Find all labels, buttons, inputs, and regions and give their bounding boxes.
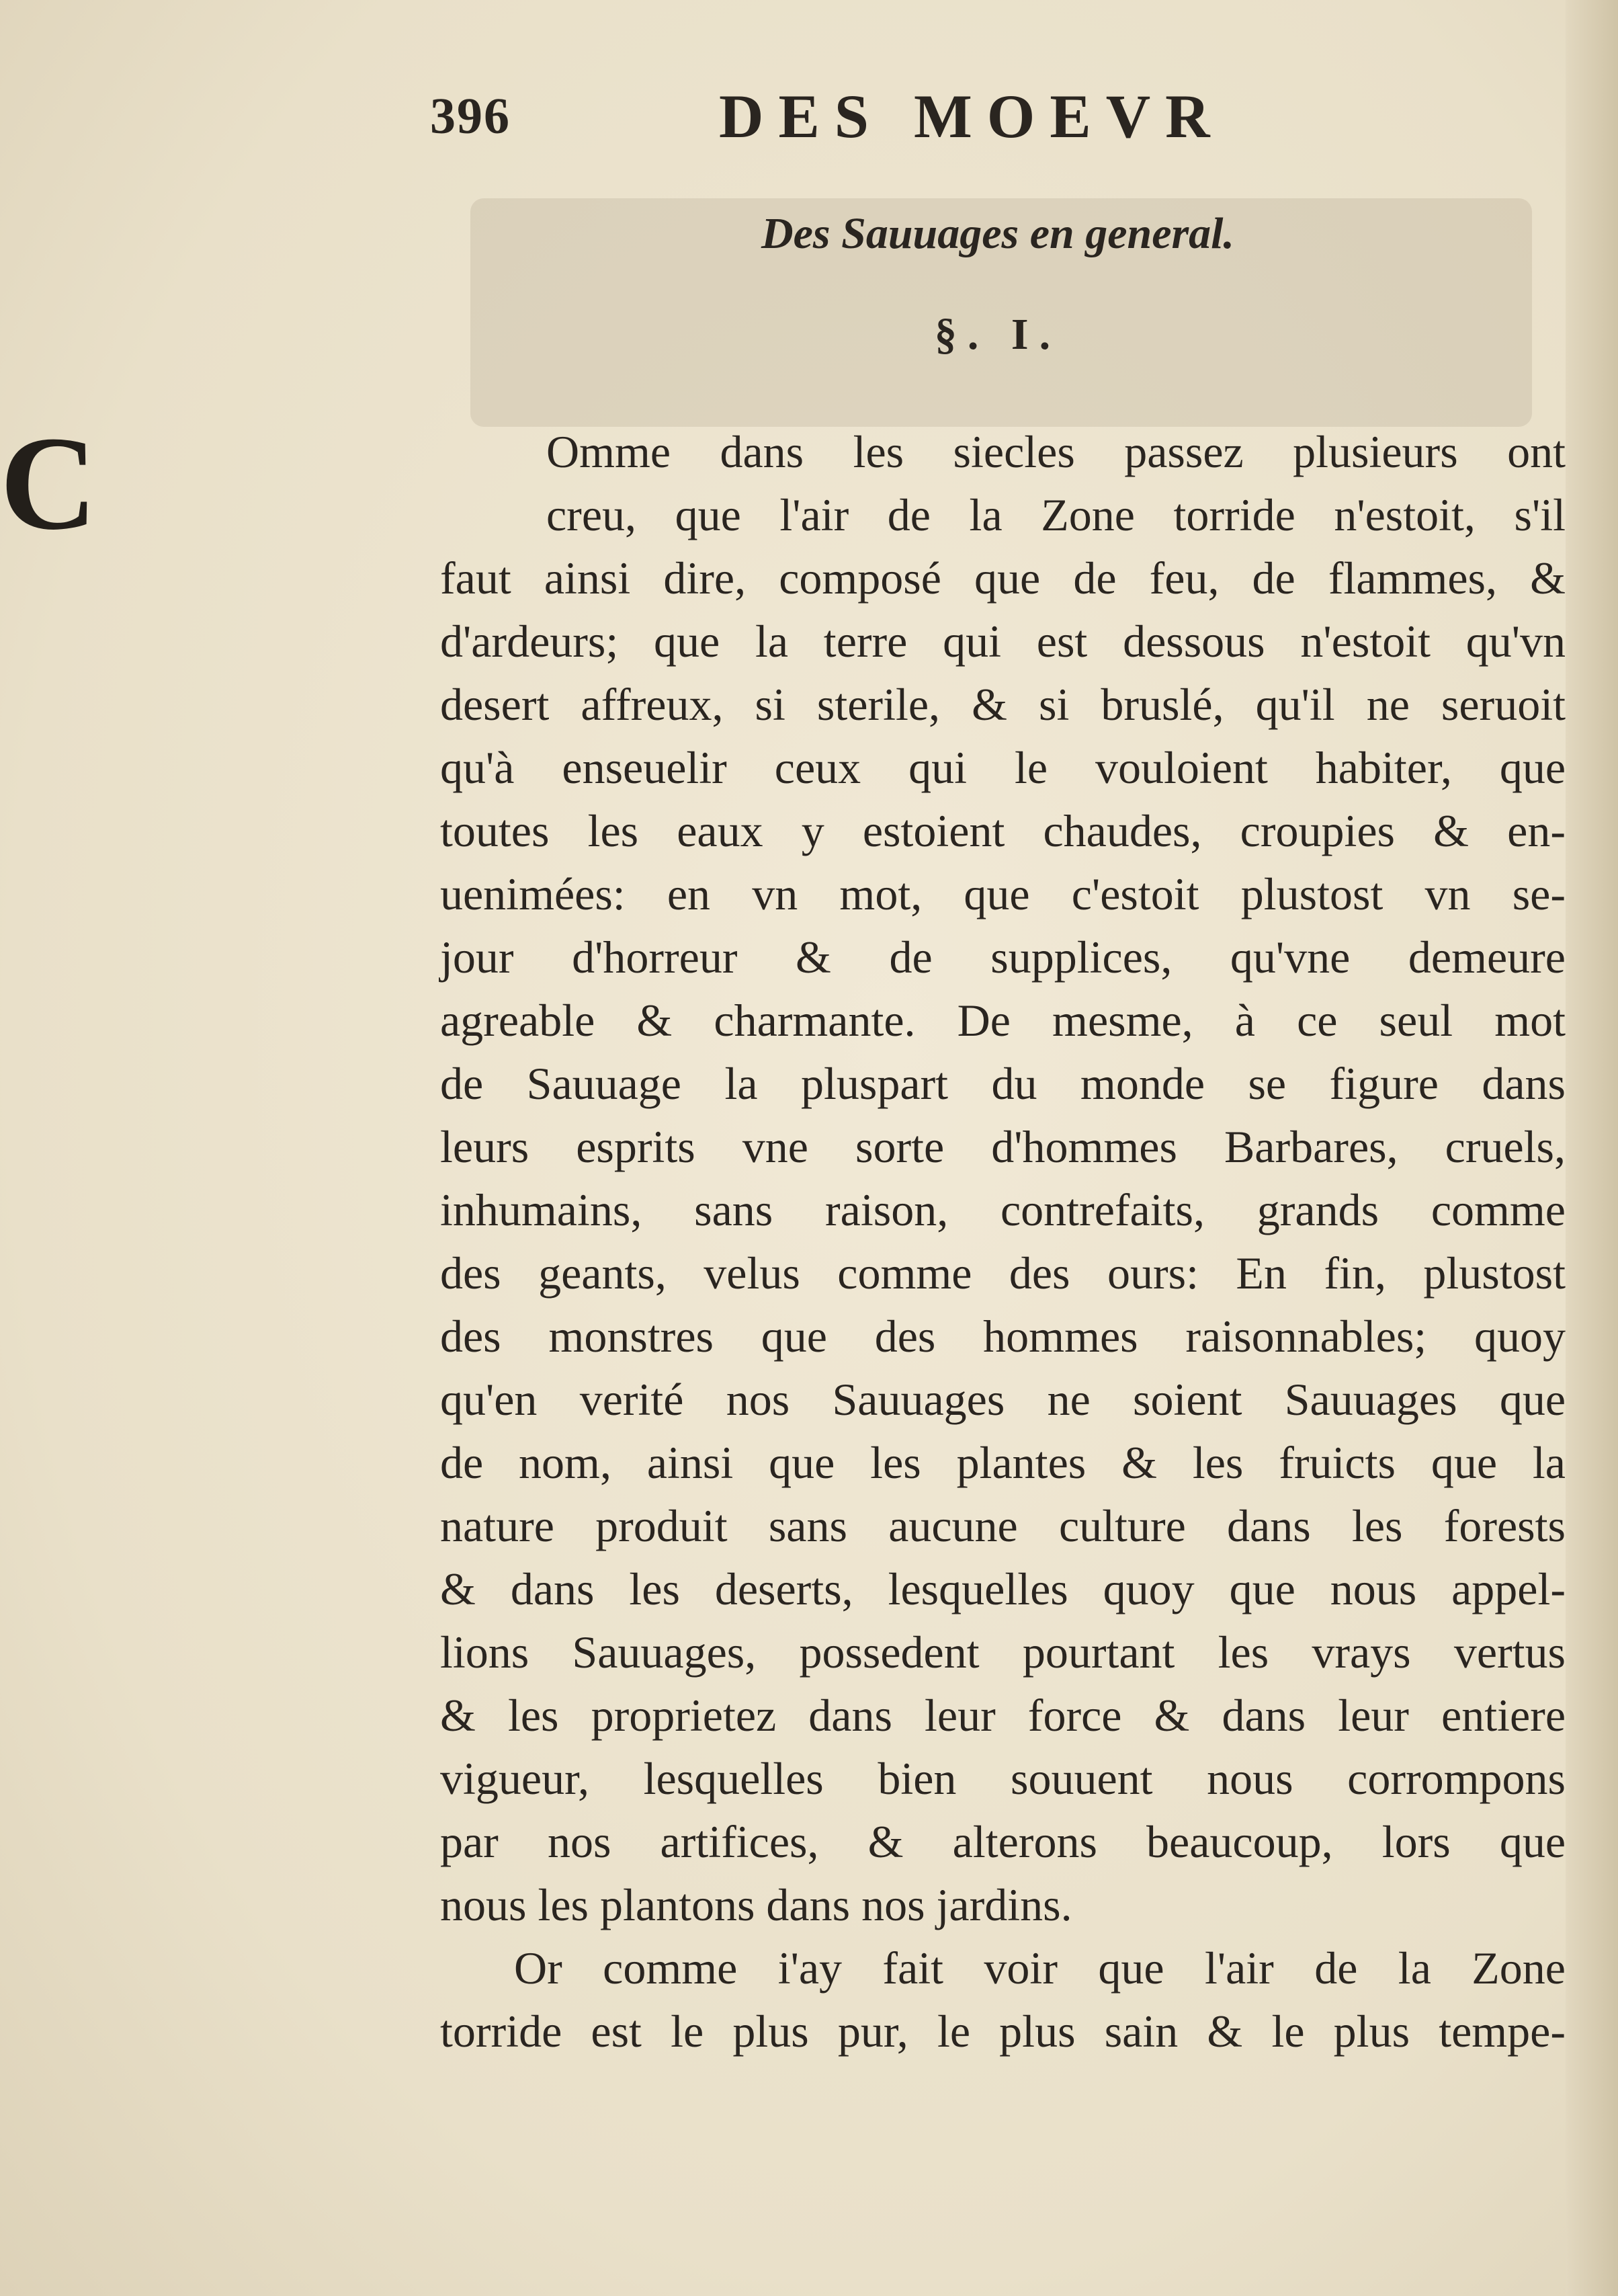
drop-cap: C bbox=[0, 409, 97, 558]
text-line: faut ainsi dire, composé que de feu, de flammes, & bbox=[440, 552, 1566, 604]
text-line: lions Sauuages, possedent pourtant les vrays vertus bbox=[440, 1627, 1566, 1678]
text-line: qu'en verité nos Sauuages ne soient Sauuages que bbox=[440, 1374, 1566, 1425]
text-line: qu'à enseuelir ceux qui le vouloient habiter, que bbox=[440, 742, 1566, 793]
text-line: agreable & charmante. De mesme, à ce seul mot bbox=[440, 995, 1566, 1046]
text-line: Or comme i'ay fait voir que l'air de la Zone bbox=[514, 1942, 1566, 1994]
text-line: creu, que l'air de la Zone torride n'estoit, s'il bbox=[546, 489, 1566, 540]
text-line: desert affreux, si sterile, & si bruslé, qu'il ne seruoit bbox=[440, 679, 1566, 730]
text-line: par nos artifices, & alterons beaucoup, lors que bbox=[440, 1816, 1566, 1867]
text-line: uenimées: en vn mot, que c'estoit plustost vn se- bbox=[440, 868, 1566, 919]
text-line: nous les plantons dans nos jardins. bbox=[440, 1879, 1072, 1930]
text-line: jour d'horreur & de supplices, qu'vne demeure bbox=[440, 932, 1566, 983]
text-line: & les proprietez dans leur force & dans leur entiere bbox=[440, 1690, 1566, 1741]
text-line: leurs esprits vne sorte d'hommes Barbares, cruels, bbox=[440, 1121, 1566, 1172]
running-title: DES MOEVR bbox=[719, 82, 1225, 151]
text-line: & dans les deserts, lesquelles quoy que nous appel- bbox=[440, 1563, 1566, 1614]
text-line: torride est le plus pur, le plus sain & le plus tempe- bbox=[440, 2006, 1566, 2057]
text-line: nature produit sans aucune culture dans les forests bbox=[440, 1500, 1566, 1551]
page-number: 396 bbox=[430, 88, 511, 145]
section-mark: §. I. bbox=[934, 310, 1062, 359]
running-head bbox=[430, 74, 1559, 155]
text-line: des geants, velus comme des ours: En fin, plustost bbox=[440, 1247, 1566, 1299]
body-text bbox=[440, 420, 1566, 2063]
text-line: Omme dans les siecles passez plusieurs ont bbox=[546, 426, 1566, 477]
text-line: inhumains, sans raison, contrefaits, grands comme bbox=[440, 1184, 1566, 1235]
text-line: des monstres que des hommes raisonnables; quoy bbox=[440, 1311, 1566, 1362]
text-line: de Sauuage la pluspart du monde se figure dans bbox=[440, 1058, 1566, 1109]
text-line: toutes les eaux y estoient chaudes, croupies & en- bbox=[440, 805, 1566, 856]
text-line: d'ardeurs; que la terre qui est dessous n'estoit qu'vn bbox=[440, 616, 1566, 667]
text-line: vigueur, lesquelles bien souuent nous corrompons bbox=[440, 1753, 1566, 1804]
section-title: Des Sauuages en general. bbox=[761, 209, 1235, 258]
page-gutter bbox=[1566, 0, 1618, 2296]
text-line: de nom, ainsi que les plantes & les fruicts que la bbox=[440, 1437, 1566, 1488]
